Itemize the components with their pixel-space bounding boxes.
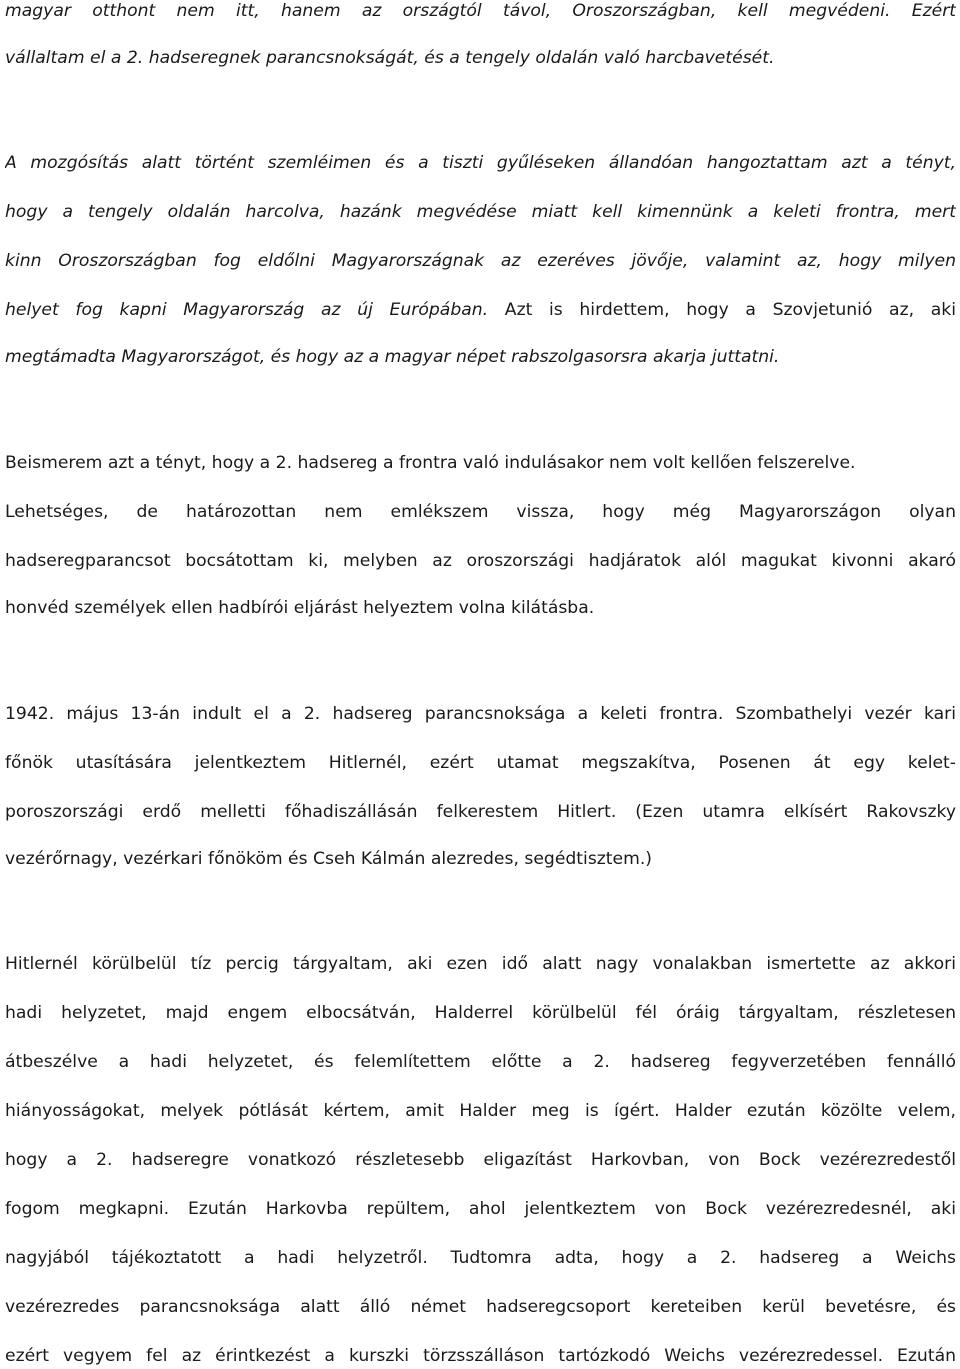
text-span: hogy a tengely oldalán harcolva, hazánk megvédése miatt kell kimennünk a keleti frontra, mert (5, 202, 956, 222)
text-line (5, 752, 956, 774)
text-span: vezérőrnagy, vezérkari főnököm és Cseh Kálmán alezredes, segédtisztem.) (5, 849, 653, 869)
text-line (5, 250, 956, 272)
text-span: Azt is hirdettem, hogy a Szovjetunió az, aki (488, 300, 956, 320)
text-line (5, 953, 956, 975)
text-span: 1942. május 13-án indult el a 2. hadsereg parancsnoksága a keleti frontra. Szombathelyi vezér kari (5, 704, 956, 724)
text-line (5, 346, 956, 368)
text-span: hadi helyzetet, majd engem elbocsátván, Halderrel körülbelül fél óráig tárgyaltam, részletesen (5, 1003, 956, 1023)
text-span: átbeszélve a hadi helyzetet, és felemlítettem előtte a 2. hadsereg fegyverzetében fennálló (5, 1052, 956, 1072)
text-line (5, 1100, 956, 1122)
text-span: ezért vegyem fel az érintkezést a kurszki törzsszálláson tartózkodó Weichs vezérezredessel. Ezután (5, 1346, 956, 1366)
text-line (5, 1247, 956, 1269)
text-span: helyet fog kapni Magyarország az új Európában. (5, 300, 489, 320)
text-line (5, 597, 956, 619)
text-span: A mozgósítás alatt történt szemléimen és a tiszti gyűléseken állandóan hangoztattam azt a tényt, (5, 153, 956, 173)
text-line (5, 299, 956, 321)
text-line (5, 1051, 956, 1073)
text-line (5, 1296, 956, 1318)
text-span: honvéd személyek ellen hadbírói eljárást helyeztem volna kilátásba. (5, 598, 595, 618)
text-span: magyar otthont nem itt, hanem az országtól távol, Oroszországban, kell megvédeni. Ezért (5, 1, 956, 21)
text-span: megtámadta Magyarországot, és hogy az a magyar népet rabszolgasorsra akarja juttatni. (5, 347, 780, 367)
text-line (5, 703, 956, 725)
text-line (5, 452, 956, 474)
text-line (5, 1198, 956, 1220)
text-line (5, 152, 956, 174)
text-span: nagyjából tájékoztatott a hadi helyzetről. Tudtomra adta, hogy a 2. hadsereg a Weichs (5, 1248, 956, 1268)
text-line (5, 1002, 956, 1024)
text-span: hadseregparancsot bocsátottam ki, melyben az oroszországi hadjáratok alól magukat kivonni akaró (5, 551, 956, 571)
text-line (5, 47, 956, 69)
text-span: poroszországi erdő melletti főhadiszállásán felkerestem Hitlert. (Ezen utamra elkísért Rakovszky (5, 802, 956, 822)
text-line (5, 0, 956, 22)
text-span: vállaltam el a 2. hadseregnek parancsnokságát, és a tengely oldalán való harcbavetését. (5, 48, 775, 68)
text-line (5, 801, 956, 823)
text-line (5, 1345, 956, 1367)
text-span: Hitlernél körülbelül tíz percig tárgyaltam, aki ezen idő alatt nagy vonalakban ismertette az akkori (5, 954, 956, 974)
text-span: fogom megkapni. Ezután Harkovba repültem, ahol jelentkeztem von Bock vezérezredesnél, aki (5, 1199, 956, 1219)
text-span: vezérezredes parancsnoksága alatt álló német hadseregcsoport kereteiben kerül bevetésre, és (5, 1297, 956, 1317)
text-line (5, 550, 956, 572)
text-line (5, 501, 956, 523)
text-span: Lehetséges, de határozottan nem emlékszem vissza, hogy még Magyarországon olyan (5, 502, 956, 522)
text-span: hiányosságokat, melyek pótlását kértem, amit Halder meg is ígért. Halder ezután közölte velem, (5, 1101, 956, 1121)
text-span: hogy a 2. hadseregre vonatkozó részletesebb eligazítást Harkovban, von Bock vezérezredestől (5, 1150, 956, 1170)
text-line (5, 848, 956, 870)
text-span: Beismerem azt a tényt, hogy a 2. hadsereg a frontra való indulásakor nem volt kellően felszerelve. (5, 453, 856, 473)
text-line (5, 201, 956, 223)
text-line (5, 1149, 956, 1171)
text-span: kinn Oroszországban fog eldőlni Magyarországnak az ezeréves jövője, valamint az, hogy milyen (5, 251, 956, 271)
text-span: főnök utasítására jelentkeztem Hitlernél, ezért utamat megszakítva, Posenen át egy kelet- (5, 753, 956, 773)
